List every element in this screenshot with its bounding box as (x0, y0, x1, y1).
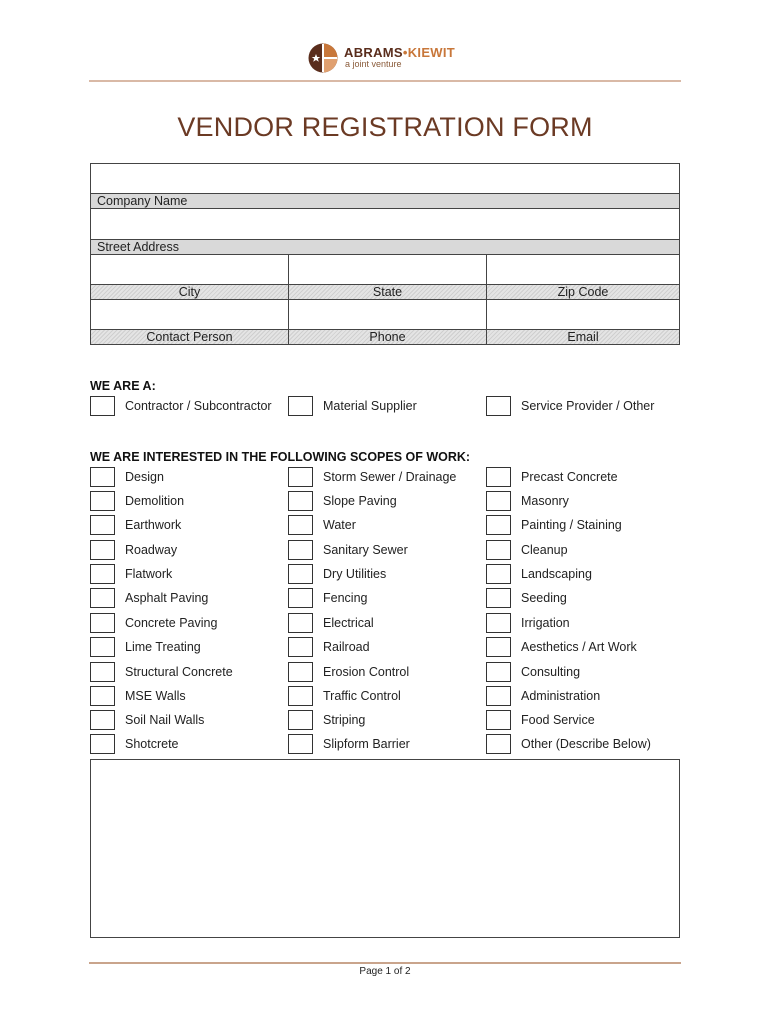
scope-flatwork-label: Flatwork (125, 567, 173, 581)
scope-other-describe-below-label: Other (Describe Below) (521, 737, 651, 751)
zip-code-label: Zip Code (557, 285, 609, 299)
scope-erosion-control-checkbox[interactable] (288, 662, 313, 682)
abrams-kiewit-logo-icon (308, 43, 338, 73)
scope-demolition-label: Demolition (125, 494, 185, 508)
column-divider (486, 255, 487, 344)
scope-railroad-checkbox[interactable] (288, 637, 313, 657)
scope-precast-concrete-checkbox[interactable] (486, 467, 511, 487)
scope-landscaping-label: Landscaping (521, 567, 592, 581)
scope-storm-sewer-drainage-label: Storm Sewer / Drainage (323, 470, 457, 484)
phone-field[interactable] (289, 300, 486, 329)
scope-striping-label: Striping (323, 713, 366, 727)
city-field[interactable] (91, 255, 288, 284)
header-divider (89, 80, 681, 82)
company-name-label-row (91, 193, 679, 209)
scope-electrical-checkbox[interactable] (288, 613, 313, 633)
scope-aesthetics-art-work-checkbox[interactable] (486, 637, 511, 657)
scope-consulting-label: Consulting (521, 665, 581, 679)
scope-erosion-control-label: Erosion Control (323, 665, 410, 679)
scope-administration-label: Administration (521, 689, 601, 703)
footer-divider (89, 962, 681, 964)
scope-dry-utilities-checkbox[interactable] (288, 564, 313, 584)
form-title: VENDOR REGISTRATION FORM (177, 112, 593, 142)
vendor-type-contractor-subcontractor-checkbox[interactable] (90, 396, 115, 416)
vendor-type-heading: WE ARE A: (90, 379, 156, 393)
street-address-label-row (91, 239, 679, 255)
scope-roadway-label: Roadway (125, 543, 178, 557)
scope-other-describe-below-checkbox[interactable] (486, 734, 511, 754)
other-description-textarea[interactable] (90, 759, 680, 938)
scope-traffic-control-checkbox[interactable] (288, 686, 313, 706)
scope-fencing-checkbox[interactable] (288, 588, 313, 608)
scope-consulting-checkbox[interactable] (486, 662, 511, 682)
scope-lime-treating-label: Lime Treating (125, 640, 201, 654)
scope-soil-nail-walls-label: Soil Nail Walls (125, 713, 205, 727)
street-address-label: Street Address (97, 240, 179, 254)
phone-label: Phone (369, 330, 406, 344)
contact-person-label: Contact Person (146, 330, 233, 344)
scope-shotcrete-label: Shotcrete (125, 737, 179, 751)
scope-masonry-label: Masonry (521, 494, 569, 508)
contact-person-field[interactable] (91, 300, 288, 329)
scope-slope-paving-checkbox[interactable] (288, 491, 313, 511)
scope-administration-checkbox[interactable] (486, 686, 511, 706)
contact-phone-email-field-row (91, 300, 679, 329)
scope-painting-staining-label: Painting / Staining (521, 518, 622, 532)
scope-lime-treating-checkbox[interactable] (90, 637, 115, 657)
contact-phone-email-label-row (91, 329, 679, 344)
scope-railroad-label: Railroad (323, 640, 370, 654)
scope-slipform-barrier-label: Slipform Barrier (323, 737, 410, 751)
scope-cleanup-label: Cleanup (521, 543, 568, 557)
scope-traffic-control-label: Traffic Control (323, 689, 401, 703)
scope-striping-checkbox[interactable] (288, 710, 313, 730)
logo-tagline: a joint venture (345, 59, 402, 69)
company-name-field[interactable] (91, 164, 679, 193)
scope-fencing-label: Fencing (323, 591, 368, 605)
scope-storm-sewer-drainage-checkbox[interactable] (288, 467, 313, 487)
scope-earthwork-label: Earthwork (125, 518, 182, 532)
email-field[interactable] (487, 300, 679, 329)
scope-aesthetics-art-work-label: Aesthetics / Art Work (521, 640, 637, 654)
scope-landscaping-checkbox[interactable] (486, 564, 511, 584)
scope-roadway-checkbox[interactable] (90, 540, 115, 560)
scope-water-checkbox[interactable] (288, 515, 313, 535)
scope-concrete-paving-label: Concrete Paving (125, 616, 218, 630)
email-label: Email (567, 330, 599, 344)
scope-precast-concrete-label: Precast Concrete (521, 470, 618, 484)
scope-flatwork-checkbox[interactable] (90, 564, 115, 584)
column-divider (288, 255, 289, 344)
scope-design-checkbox[interactable] (90, 467, 115, 487)
scope-asphalt-paving-checkbox[interactable] (90, 588, 115, 608)
scope-food-service-label: Food Service (521, 713, 595, 727)
scope-structural-concrete-label: Structural Concrete (125, 665, 233, 679)
vendor-type-material-supplier-checkbox[interactable] (288, 396, 313, 416)
city-state-zip-field-row (91, 255, 679, 284)
vendor-type-contractor-subcontractor-label: Contractor / Subcontractor (125, 399, 272, 413)
scope-demolition-checkbox[interactable] (90, 491, 115, 511)
scope-earthwork-checkbox[interactable] (90, 515, 115, 535)
scope-dry-utilities-label: Dry Utilities (323, 567, 387, 581)
scope-food-service-checkbox[interactable] (486, 710, 511, 730)
scope-mse-walls-label: MSE Walls (125, 689, 186, 703)
vendor-type-service-provider-other-label: Service Provider / Other (521, 399, 655, 413)
scope-concrete-paving-checkbox[interactable] (90, 613, 115, 633)
company-info-table (90, 163, 680, 345)
company-name-label: Company Name (97, 194, 188, 208)
scope-electrical-label: Electrical (323, 616, 374, 630)
state-field[interactable] (289, 255, 486, 284)
scopes-heading: WE ARE INTERESTED IN THE FOLLOWING SCOPES OF WORK: (90, 450, 471, 464)
city-state-zip-label-row (91, 284, 679, 300)
scope-painting-staining-checkbox[interactable] (486, 515, 511, 535)
scope-masonry-checkbox[interactable] (486, 491, 511, 511)
scope-seeding-checkbox[interactable] (486, 588, 511, 608)
scope-slope-paving-label: Slope Paving (323, 494, 397, 508)
logo-wordmark-kiewit: KIEWIT (407, 45, 456, 60)
city-label: City (178, 285, 201, 299)
state-label: State (372, 285, 403, 299)
logo-wordmark: ABRAMS•KIEWIT (344, 45, 456, 60)
scope-irrigation-checkbox[interactable] (486, 613, 511, 633)
scope-water-label: Water (323, 518, 356, 532)
scope-design-label: Design (125, 470, 164, 484)
scope-sanitary-sewer-checkbox[interactable] (288, 540, 313, 560)
scope-sanitary-sewer-label: Sanitary Sewer (323, 543, 408, 557)
scope-asphalt-paving-label: Asphalt Paving (125, 591, 209, 605)
logo-wordmark-abrams: ABRAMS (344, 45, 403, 60)
scope-cleanup-checkbox[interactable] (486, 540, 511, 560)
page-number: Page 1 of 2 (359, 966, 411, 977)
zip-code-field[interactable] (487, 255, 679, 284)
scope-soil-nail-walls-checkbox[interactable] (90, 710, 115, 730)
street-address-field[interactable] (91, 209, 679, 239)
vendor-type-material-supplier-label: Material Supplier (323, 399, 417, 413)
scope-structural-concrete-checkbox[interactable] (90, 662, 115, 682)
vendor-type-service-provider-other-checkbox[interactable] (486, 396, 511, 416)
scope-slipform-barrier-checkbox[interactable] (288, 734, 313, 754)
scope-mse-walls-checkbox[interactable] (90, 686, 115, 706)
scope-shotcrete-checkbox[interactable] (90, 734, 115, 754)
scope-seeding-label: Seeding (521, 591, 567, 605)
scope-irrigation-label: Irrigation (521, 616, 570, 630)
